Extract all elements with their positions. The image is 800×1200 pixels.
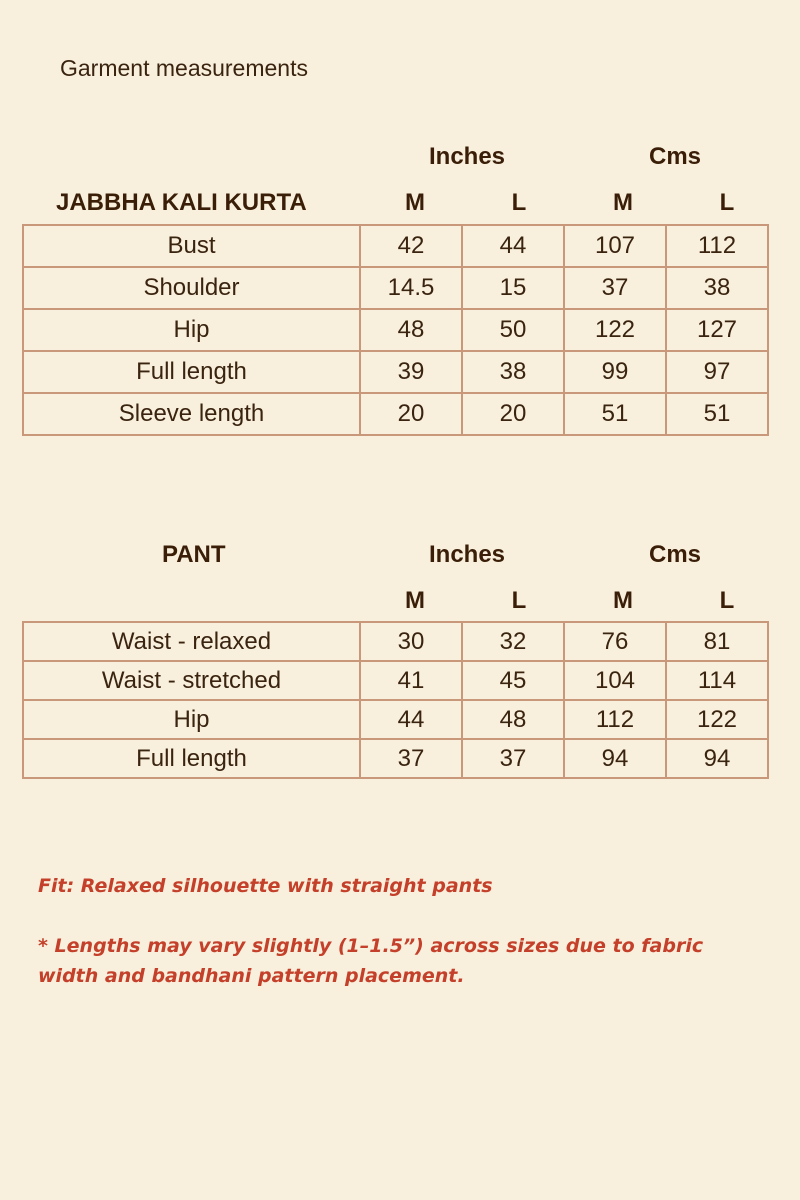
cell-value: 37 xyxy=(360,739,462,778)
pant-unit-cms: Cms xyxy=(648,541,702,568)
cell-value: 112 xyxy=(666,225,768,267)
cell-value: 99 xyxy=(564,351,666,393)
cell-value: 45 xyxy=(462,661,564,700)
cell-value: 94 xyxy=(666,739,768,778)
cell-value: 38 xyxy=(462,351,564,393)
fit-note: Fit: Relaxed silhouette with straight pants xyxy=(38,875,493,897)
row-label: Waist - relaxed xyxy=(23,622,360,661)
row-label: Full length xyxy=(23,739,360,778)
cell-value: 94 xyxy=(564,739,666,778)
cell-value: 97 xyxy=(666,351,768,393)
cell-value: 122 xyxy=(564,309,666,351)
cell-value: 30 xyxy=(360,622,462,661)
kurta-size-cms-m: M xyxy=(613,189,633,216)
page-title: Garment measurements xyxy=(60,55,308,81)
table-row xyxy=(23,393,768,435)
cell-value: 112 xyxy=(564,700,666,739)
cell-value: 37 xyxy=(462,739,564,778)
cell-value: 107 xyxy=(564,225,666,267)
row-label: Sleeve length xyxy=(23,393,360,435)
table-row xyxy=(23,351,768,393)
row-label: Shoulder xyxy=(23,267,360,309)
cell-value: 41 xyxy=(360,661,462,700)
cell-value: 44 xyxy=(360,700,462,739)
cell-value: 81 xyxy=(666,622,768,661)
cell-value: 14.5 xyxy=(360,267,462,309)
row-label: Hip xyxy=(23,309,360,351)
table-row xyxy=(23,267,768,309)
lengths-note: * Lengths may vary slightly (1–1.5”) across sizes due to fabric width and bandhani pattern placement. xyxy=(38,935,704,987)
cell-value: 20 xyxy=(462,393,564,435)
table-row xyxy=(23,309,768,351)
pant-size-cms-l: L xyxy=(719,587,735,614)
row-label: Full length xyxy=(23,351,360,393)
pant-size-cms-m: M xyxy=(613,587,633,614)
table-row xyxy=(23,225,768,267)
cell-value: 51 xyxy=(564,393,666,435)
cell-value: 39 xyxy=(360,351,462,393)
pant-size-inches-m: M xyxy=(405,587,425,614)
cell-value: 127 xyxy=(666,309,768,351)
cell-value: 15 xyxy=(462,267,564,309)
pant-size-inches-l: L xyxy=(511,587,527,614)
row-label: Waist - stretched xyxy=(23,661,360,700)
kurta-measurement-table xyxy=(22,224,769,436)
cell-value: 48 xyxy=(462,700,564,739)
table-row xyxy=(23,739,768,778)
kurta-unit-cms: Cms xyxy=(648,143,702,170)
table-row xyxy=(23,622,768,661)
cell-value: 50 xyxy=(462,309,564,351)
cell-value: 44 xyxy=(462,225,564,267)
kurta-unit-inches: Inches xyxy=(428,143,506,170)
cell-value: 32 xyxy=(462,622,564,661)
row-label: Bust xyxy=(23,225,360,267)
cell-value: 114 xyxy=(666,661,768,700)
cell-value: 51 xyxy=(666,393,768,435)
row-label: Hip xyxy=(23,700,360,739)
cell-value: 104 xyxy=(564,661,666,700)
cell-value: 20 xyxy=(360,393,462,435)
cell-value: 48 xyxy=(360,309,462,351)
pant-measurement-table xyxy=(22,621,769,779)
kurta-title: JABBHA KALI KURTA xyxy=(56,189,307,216)
cell-value: 38 xyxy=(666,267,768,309)
cell-value: 37 xyxy=(564,267,666,309)
kurta-size-inches-m: M xyxy=(405,189,425,216)
pant-title: PANT xyxy=(162,541,226,568)
cell-value: 76 xyxy=(564,622,666,661)
cell-value: 122 xyxy=(666,700,768,739)
pant-unit-inches: Inches xyxy=(428,541,506,568)
table-row xyxy=(23,700,768,739)
kurta-size-inches-l: L xyxy=(511,189,527,216)
kurta-size-cms-l: L xyxy=(719,189,735,216)
table-row xyxy=(23,661,768,700)
cell-value: 42 xyxy=(360,225,462,267)
